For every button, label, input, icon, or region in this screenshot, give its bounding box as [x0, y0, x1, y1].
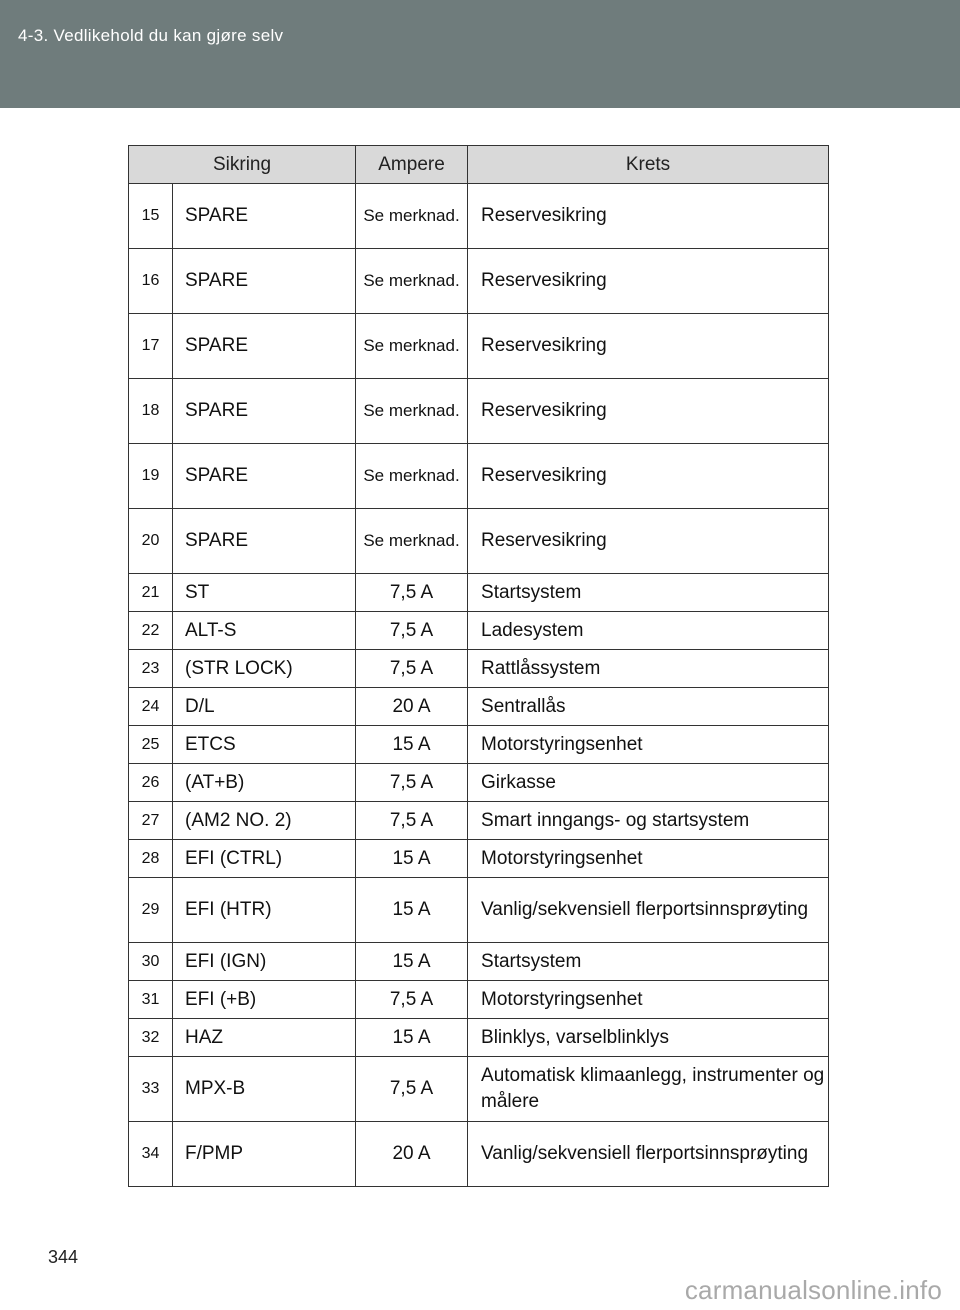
fuse-table — [128, 145, 829, 1187]
ampere-cell: Se merknad. — [356, 444, 468, 509]
circuit-cell: Startsystem — [468, 574, 829, 612]
ampere-cell: 15 A — [356, 878, 468, 943]
fuse-number-cell: 21 — [129, 574, 173, 612]
ampere-cell: 7,5 A — [356, 802, 468, 840]
ampere-cell: 15 A — [356, 943, 468, 981]
circuit-cell: Rattlåssystem — [468, 650, 829, 688]
fuse-name-cell: EFI (CTRL) — [173, 840, 356, 878]
fuse-name-cell: EFI (HTR) — [173, 878, 356, 943]
circuit-cell: Smart inngangs- og startsystem — [468, 802, 829, 840]
circuit-cell: Reservesikring — [468, 314, 829, 379]
fuse-number-cell: 32 — [129, 1019, 173, 1057]
fuse-name-cell: SPARE — [173, 184, 356, 249]
table-row — [129, 1122, 829, 1187]
circuit-cell: Motorstyringsenhet — [468, 726, 829, 764]
table-row — [129, 314, 829, 379]
fuse-number-cell: 20 — [129, 509, 173, 574]
fuse-number-cell: 24 — [129, 688, 173, 726]
ampere-cell: 20 A — [356, 688, 468, 726]
ampere-cell: 15 A — [356, 840, 468, 878]
fuse-name-cell: SPARE — [173, 444, 356, 509]
circuit-cell: Motorstyringsenhet — [468, 981, 829, 1019]
circuit-cell: Girkasse — [468, 764, 829, 802]
circuit-cell: Startsystem — [468, 943, 829, 981]
fuse-name-cell: EFI (IGN) — [173, 943, 356, 981]
table-row — [129, 444, 829, 509]
circuit-cell: Sentrallås — [468, 688, 829, 726]
fuse-number-cell: 16 — [129, 249, 173, 314]
column-header-fuse: Sikring — [129, 146, 356, 184]
ampere-cell: 7,5 A — [356, 650, 468, 688]
table-row — [129, 802, 829, 840]
watermark: carmanualsonline.info — [684, 1275, 942, 1305]
table-row — [129, 981, 829, 1019]
fuse-name-cell: ALT-S — [173, 612, 356, 650]
ampere-cell: 7,5 A — [356, 1057, 468, 1122]
ampere-cell: 7,5 A — [356, 574, 468, 612]
table-row — [129, 726, 829, 764]
table-row — [129, 379, 829, 444]
ampere-cell: Se merknad. — [356, 314, 468, 379]
ampere-cell: 15 A — [356, 726, 468, 764]
fuse-number-cell: 28 — [129, 840, 173, 878]
ampere-cell: 7,5 A — [356, 612, 468, 650]
fuse-name-cell: F/PMP — [173, 1122, 356, 1187]
ampere-cell: 15 A — [356, 1019, 468, 1057]
fuse-number-cell: 31 — [129, 981, 173, 1019]
fuse-number-cell: 23 — [129, 650, 173, 688]
ampere-cell: 20 A — [356, 1122, 468, 1187]
table-row — [129, 764, 829, 802]
fuse-number-cell: 15 — [129, 184, 173, 249]
table-row — [129, 688, 829, 726]
fuse-name-cell: SPARE — [173, 314, 356, 379]
table-row — [129, 509, 829, 574]
fuse-number-cell: 17 — [129, 314, 173, 379]
fuse-number-cell: 33 — [129, 1057, 173, 1122]
circuit-cell: Motorstyringsenhet — [468, 840, 829, 878]
circuit-cell: Automatisk klimaanlegg, instrumenter og målere — [468, 1057, 829, 1122]
fuse-name-cell: (AT+B) — [173, 764, 356, 802]
circuit-cell: Vanlig/sekvensiell flerportsinnsprøyting — [468, 878, 829, 943]
table-row — [129, 249, 829, 314]
circuit-cell: Reservesikring — [468, 379, 829, 444]
ampere-cell: Se merknad. — [356, 509, 468, 574]
table-row — [129, 943, 829, 981]
fuse-number-cell: 22 — [129, 612, 173, 650]
table-row — [129, 612, 829, 650]
fuse-name-cell: D/L — [173, 688, 356, 726]
fuse-name-cell: ST — [173, 574, 356, 612]
table-row — [129, 574, 829, 612]
fuse-name-cell: SPARE — [173, 379, 356, 444]
circuit-cell: Blinklys, varselblinklys — [468, 1019, 829, 1057]
fuse-number-cell: 25 — [129, 726, 173, 764]
fuse-number-cell: 29 — [129, 878, 173, 943]
column-header-circuit: Krets — [468, 146, 829, 184]
page-number: 344 — [48, 1247, 79, 1267]
table-header-row — [129, 146, 829, 184]
table-row — [129, 1057, 829, 1122]
fuse-name-cell: MPX-B — [173, 1057, 356, 1122]
fuse-name-cell: (AM2 NO. 2) — [173, 802, 356, 840]
fuse-number-cell: 18 — [129, 379, 173, 444]
section-title: 4-3. Vedlikehold du kan gjøre selv — [18, 26, 284, 45]
table-row — [129, 1019, 829, 1057]
fuse-number-cell: 19 — [129, 444, 173, 509]
fuse-name-cell: (STR LOCK) — [173, 650, 356, 688]
fuse-name-cell: SPARE — [173, 509, 356, 574]
fuse-name-cell: EFI (+B) — [173, 981, 356, 1019]
ampere-cell: 7,5 A — [356, 764, 468, 802]
table-row — [129, 184, 829, 249]
circuit-cell: Vanlig/sekvensiell flerportsinnsprøyting — [468, 1122, 829, 1187]
column-header-ampere: Ampere — [356, 146, 468, 184]
ampere-cell: Se merknad. — [356, 184, 468, 249]
table-body — [129, 184, 829, 1187]
fuse-number-cell: 26 — [129, 764, 173, 802]
fuse-name-cell: SPARE — [173, 249, 356, 314]
circuit-cell: Ladesystem — [468, 612, 829, 650]
ampere-cell: Se merknad. — [356, 249, 468, 314]
fuse-name-cell: HAZ — [173, 1019, 356, 1057]
table-row — [129, 650, 829, 688]
fuse-number-cell: 34 — [129, 1122, 173, 1187]
ampere-cell: 7,5 A — [356, 981, 468, 1019]
circuit-cell: Reservesikring — [468, 509, 829, 574]
circuit-cell: Reservesikring — [468, 249, 829, 314]
table-row — [129, 840, 829, 878]
section-header-band — [0, 0, 960, 108]
fuse-number-cell: 30 — [129, 943, 173, 981]
fuse-name-cell: ETCS — [173, 726, 356, 764]
circuit-cell: Reservesikring — [468, 444, 829, 509]
circuit-cell: Reservesikring — [468, 184, 829, 249]
table-row — [129, 878, 829, 943]
fuse-number-cell: 27 — [129, 802, 173, 840]
ampere-cell: Se merknad. — [356, 379, 468, 444]
